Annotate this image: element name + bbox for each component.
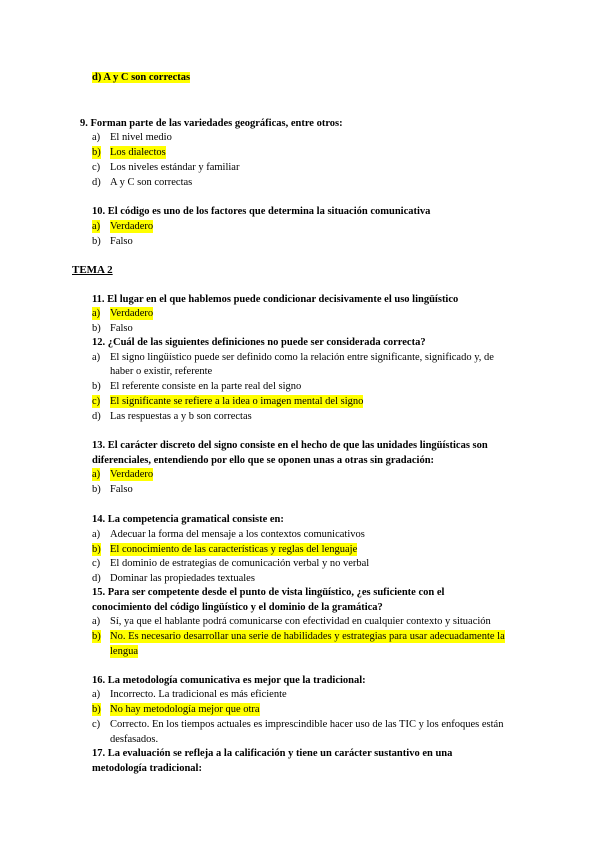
question-9: 9. Forman parte de las variedades geográficas, entre otros:: [80, 118, 343, 129]
question-15-continued: conocimiento del código lingüístico y el dominio de la gramática?: [92, 602, 383, 613]
question-12: 12. ¿Cuál de las siguientes definiciones no puede ser considerada correcta?: [92, 337, 426, 348]
question-16: 16. La metodología comunicativa es mejor que la tradicional:: [92, 675, 366, 686]
question-11: 11. El lugar en el que hablemos puede condicionar decisivamente el uso lingüístico: [92, 294, 459, 305]
question-14: 14. La competencia gramatical consiste en:: [92, 514, 284, 525]
previous-answer: d) A y C son correctas: [92, 72, 191, 83]
question-13-continued: diferenciales, entendiendo por ello que se oponen unas a otras sin gradación:: [92, 455, 435, 466]
question-10: 10. El código es uno de los factores que determina la situación comunicativa: [92, 206, 431, 217]
section-heading-tema-2: TEMA 2: [72, 264, 113, 276]
question-13: 13. El carácter discreto del signo consiste en el hecho de que las unidades lingüísticas son: [92, 440, 488, 451]
document-page: d) A y C son correctas 9. Forman parte de las variedades geográficas, entre otros: a) El nivel medio b) Los dialectos c) Los niveles estándar y familiar d) A y C son correctas 10. El código es uno de los factores que determina la situación comunicativa a) Verdadero b) Falso TEMA 2 11. El lugar en el que hablemos puede condicionar decisivamente el uso lingüístico a) Verdadero b) Falso 12. ¿Cuál de las siguientes definiciones no puede ser considerada correcta? a) El signo lingüístico puede ser definido como la relación entre significante, significado y, de haber o existir, referente b) El referente consiste en la parte real del signo c) El significante se refiere a la idea o imagen mental del signo d) Las respuestas a y b son correctas 13. El carácter discreto del signo consiste en el hecho de que las unidades lingüísticas son diferenciales, entendiendo por ello que se oponen unas a otras sin gradación: a) Verdadero b) Falso 14. La competencia gramatical consiste en: a) Adecuar la forma del mensaje a los contextos comunicativos b) El conocimiento de las características y reglas del lenguaje c) El dominio de estrategias de comunicación verbal y no verbal d) Dominar las propiedades textuales 15. Para ser competente desde el punto de vista lingüístico, ¿es suficiente con el conocimiento del código lingüístico y el dominio de la gramática? a) Sí, ya que el hablante podrá comunicarse con efectividad en cualquier contexto y situación b) No. Es necesario desarrollar una serie de habilidades y estrategias para usar adecuadamente la lengua 16. La metodología comunicativa es mejor que la tradicional: a) Incorrecto. La tradicional es más eficiente b) No hay metodología mejor que otra c) Correcto. En los tiempos actuales es imprescindible hacer uso de las TIC y los enfoques están desfasados. 17. La evaluación se refleja a la calificación y tiene un carácter sustantivo en una metodología tradicional:: [72, 72, 505, 774]
question-17-continued: metodología tradicional:: [92, 763, 202, 774]
question-17: 17. La evaluación se refleja a la calificación y tiene un carácter sustantivo en una: [92, 748, 453, 759]
question-15: 15. Para ser competente desde el punto de vista lingüístico, ¿es suficiente con el: [92, 587, 445, 598]
